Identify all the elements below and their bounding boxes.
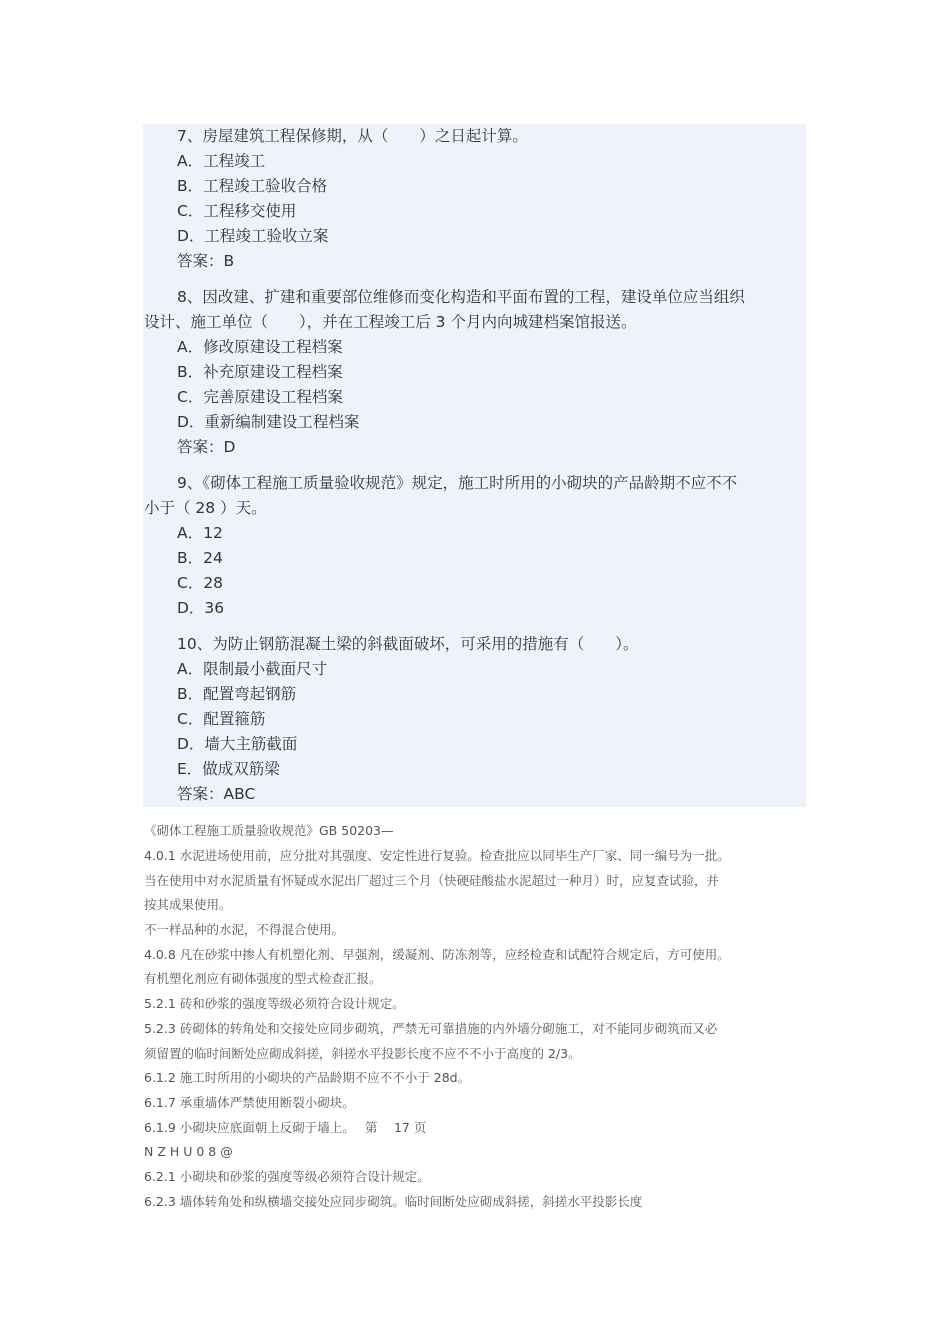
q7-answer: 答案：B — [177, 252, 235, 270]
question-block — [143, 124, 806, 807]
note-line: 6.2.3 墙体转角处和纵横墙交接处应同步砌筑。临时间断处应砌成斜搓，斜搓水平投影长度 — [144, 1194, 643, 1209]
note-line: 4.0.1 水泥进场使用前，应分批对其强度、安定性进行复验。检查批应以同毕生产厂家、同一编号为一批。 — [144, 848, 730, 863]
note-line: 6.1.7 承重墙体严禁使用断裂小砌块。 — [144, 1095, 355, 1110]
q10-answer: 答案：ABC — [177, 785, 256, 803]
q8-stem-line1: 8、因改建、扩建和重要部位维修而变化构造和平面布置的工程，建设单位应当组织 — [177, 288, 745, 306]
note-line: 按其成果使用。 — [144, 897, 232, 912]
note-line: 5.2.1 砖和砂浆的强度等级必须符合设计规定。 — [144, 996, 405, 1011]
q10-option-e: E．做成双筋梁 — [177, 760, 280, 778]
note-line: 须留置的临时间断处应砌成斜搓，斜搓水平投影长度不应不不小于高度的 2/3。 — [144, 1046, 581, 1061]
q9-stem-line1: 9、《砌体工程施工质量验收规范》规定，施工时所用的小砌块的产品龄期不应不不 — [177, 474, 738, 492]
q8-stem-line2: 设计、施工单位（ ），并在工程竣工后 3 个月内向城建档案馆报送。 — [144, 313, 637, 331]
q9-option-a: A．12 — [177, 524, 223, 542]
note-line: 4.0.8 凡在砂浆中掺人有机塑化剂、早强剂，缓凝剂、防冻剂等，应经检查和试配符合规定后，方可使用。 — [144, 947, 730, 962]
q7-option-b: B．工程竣工验收合格 — [177, 177, 328, 195]
q9-option-c: C．28 — [177, 574, 224, 592]
note-line: 5.2.3 砖砌体的转角处和交接处应同步砌筑，严禁无可靠措施的内外墙分砌施工，对不能同步砌筑而又必 — [144, 1021, 718, 1036]
q8-option-b: B．补充原建设工程档案 — [177, 363, 343, 381]
q10-option-d: D．墙大主筋截面 — [177, 735, 298, 753]
q7-option-a: A．工程竣工 — [177, 152, 266, 170]
note-line: 不一样品种的水泥，不得混合使用。 — [144, 922, 345, 937]
watermark-code: N Z H U 0 8 @ — [144, 1144, 233, 1159]
note-line: 6.2.1 小砌块和砂浆的强度等级必须符合设计规定。 — [144, 1169, 430, 1184]
note-line-with-page-number: 6.1.9 小砌块应底面朝上反砌于墙上。 第 17 页 — [144, 1120, 427, 1135]
q8-option-d: D．重新编制建设工程档案 — [177, 413, 360, 431]
q7-stem: 7、房屋建筑工程保修期，从（ ）之日起计算。 — [177, 127, 528, 145]
q9-stem-line2: 小于（ 28 ）天。 — [144, 499, 267, 517]
q7-option-c: C．工程移交使用 — [177, 202, 297, 220]
q10-stem: 10、为防止钢筋混凝土梁的斜截面破坏，可采用的措施有（ ）。 — [177, 635, 639, 653]
q8-answer: 答案：D — [177, 438, 236, 456]
note-line: 当在使用中对水泥质量有怀疑或水泥出厂超过三个月（快硬硅酸盐水泥超过一种月）时，应复查试验，并 — [144, 873, 720, 888]
q8-option-a: A．修改原建设工程档案 — [177, 338, 343, 356]
q10-option-c: C．配置箍筋 — [177, 710, 266, 728]
note-line: 6.1.2 施工时所用的小砌块的产品龄期不应不不小于 28d。 — [144, 1070, 471, 1085]
q9-option-b: B．24 — [177, 549, 223, 567]
q10-option-a: A．限制最小截面尺寸 — [177, 660, 328, 678]
q9-option-d: D．36 — [177, 599, 225, 617]
q10-option-b: B．配置弯起钢筋 — [177, 685, 297, 703]
q8-option-c: C．完善原建设工程档案 — [177, 388, 343, 406]
spec-title: 《砌体工程施工质量验收规范》GB 50203— — [144, 823, 394, 838]
note-line: 有机塑化剂应有砌体强度的型式检查汇报。 — [144, 971, 382, 986]
q7-option-d: D．工程竣工验收立案 — [177, 227, 329, 245]
